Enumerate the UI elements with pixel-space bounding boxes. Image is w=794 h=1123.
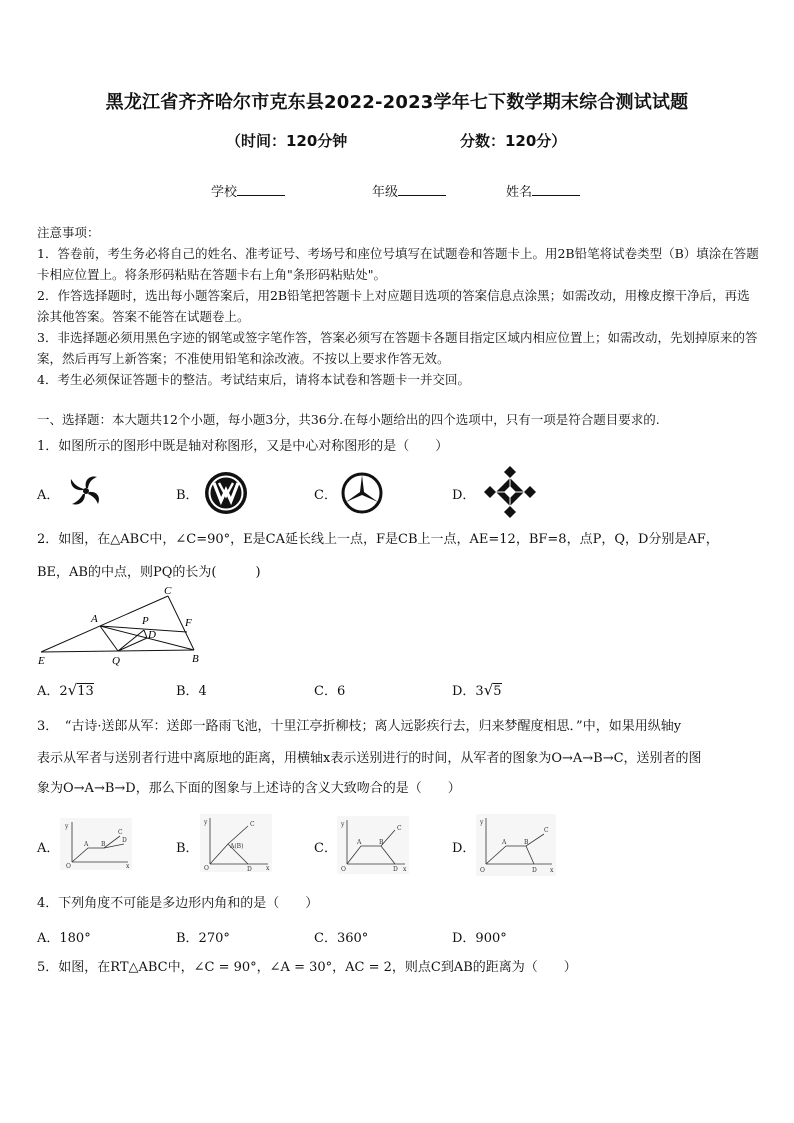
q3-graph-d [476, 814, 556, 876]
svg-text:O: O [66, 863, 71, 870]
q4-option-a: A．180° [37, 931, 91, 946]
q4-stem: 4．下列角度不可能是多边形内角和的是（ ） [37, 896, 319, 911]
q3-option-b-label: B． [176, 841, 199, 856]
label-c: C [164, 585, 172, 597]
svg-text:A(B): A(B) [230, 843, 244, 850]
svg-text:O: O [341, 866, 346, 873]
vw-logo-figure [204, 471, 248, 515]
q2-option-d: D．3√5 [452, 681, 502, 699]
mercedes-logo-figure [340, 471, 384, 515]
q1-option-b-label: B． [176, 488, 199, 503]
svg-text:B: B [379, 839, 384, 846]
svg-text:D: D [247, 866, 252, 872]
note-item-2: 2．作答选择题时，选出每小题答案后，用2B铅笔把答题卡上对应题目选项的答案信息点涂黑；如需改动，用橡皮擦干净后，再选涂其他答案。答案不能答在试题卷上。 [37, 288, 750, 324]
svg-text:A: A [84, 841, 89, 848]
label-e: E [38, 655, 45, 667]
q1-option-d-label: D． [452, 488, 476, 503]
q2-option-b: B．4 [176, 684, 207, 699]
q3-option-c-label: C． [314, 841, 337, 856]
svg-text:B: B [101, 841, 106, 848]
label-f: F [185, 617, 192, 629]
svg-text:x: x [126, 863, 130, 870]
q3-stem-line1: 3． “古诗·送郎从军：送郎一路雨飞池，十里江亭折柳枝；离人远影疾行去，归来梦醒度相思．”中，如果用纵轴y [37, 719, 682, 734]
school-field: 学校 [211, 181, 285, 200]
exam-time: （时间：120分钟 [226, 132, 348, 150]
svg-text:y: y [65, 823, 69, 830]
svg-text:D: D [393, 866, 398, 873]
svg-text:O: O [480, 867, 485, 874]
q2-stem-line2: BE，AB的中点，则PQ的长为( ) [37, 565, 261, 580]
label-p: P [142, 615, 149, 627]
svg-text:B: B [524, 839, 529, 846]
q3-stem-line3: 象为O→A→B→D，那么下面的图象与上述诗的含义大致吻合的是（ ） [37, 781, 461, 796]
q4-option-c: C．360° [314, 931, 369, 946]
svg-text:O: O [204, 865, 209, 872]
page-title: 黑龙江省齐齐哈尔市克东县2022-2023学年七下数学期末综合测试试题 [105, 92, 689, 113]
section-heading: 一、选择题：本大题共12个小题，每小题3分，共36分.在每小题给出的四个选项中，只有一项是符合题目要求的. [37, 412, 660, 427]
name-field: 姓名 [506, 181, 580, 200]
svg-text:D: D [122, 837, 127, 844]
q3-graph-a [60, 818, 132, 870]
q2-option-c: C．6 [314, 684, 346, 699]
diamond-pattern-figure [480, 464, 540, 520]
note-item-3: 3．非选择题必须用黑色字迹的钢笔或签字笔作答，答案必须写在答题卡各题目指定区域内相应位置上；如需改动，先划掉原来的答案，然后再写上新答案；不准使用铅笔和涂改液。不按以上要求作答无效。 [37, 330, 758, 366]
q1-option-c-label: C． [314, 488, 337, 503]
note-item-1: 1．答卷前，考生务必将自己的姓名、准考证号、考场号和座位号填写在试题卷和答题卡上。用2B铅笔将试卷类型（B）填涂在答题卡相应位置上。将条形码粘贴在答题卡右上角"条形码粘贴处"。 [37, 246, 759, 282]
svg-text:C: C [250, 821, 255, 828]
q2-option-a: A．2√13 [37, 681, 94, 699]
exam-score: 分数：120分） [460, 132, 567, 150]
grade-field: 年级 [372, 181, 446, 200]
q3-stem-line2: 表示从军者与送别者行进中离原地的距离，用横轴x表示送别进行的时间，从军者的图象为O→A→B→C，送别者的图 [37, 751, 702, 766]
q3-graph-c [337, 816, 409, 874]
svg-text:x: x [266, 865, 270, 872]
pinwheel-figure [64, 471, 108, 511]
notes-heading: 注意事项： [37, 225, 100, 240]
svg-text:y: y [341, 821, 345, 828]
q1-option-a-label: A． [37, 488, 60, 503]
q2-stem-line1: 2．如图，在△ABC中，∠C=90°，E是CA延长线上一点，F是CB上一点，AE=12，BF=8，点P，Q，D分别是AF， [37, 532, 719, 547]
svg-text:A: A [357, 839, 362, 846]
q4-option-d: D．900° [452, 931, 507, 946]
label-b: B [192, 653, 199, 665]
svg-text:y: y [480, 819, 484, 826]
q1-stem: 1．如图所示的图形中既是轴对称图形，又是中心对称图形的是（ ） [37, 439, 449, 454]
note-item-4: 4．考生必须保证答题卡的整洁。考试结束后，请将本试卷和答题卡一并交回。 [37, 372, 470, 387]
svg-text:C: C [397, 825, 402, 832]
q4-option-b: B．270° [176, 931, 230, 946]
q3-option-d-label: D． [452, 841, 476, 856]
svg-text:y: y [204, 819, 208, 826]
svg-text:A: A [502, 839, 507, 846]
q3-option-a-label: A． [37, 841, 60, 856]
notes [37, 222, 759, 390]
q3-graph-b [200, 814, 272, 872]
q5-stem: 5．如图，在RT△ABC中，∠C = 90°，∠A = 30°，AC = 2，则点C到AB的距离为（ ） [37, 960, 577, 975]
svg-text:C: C [544, 827, 549, 834]
svg-text:D: D [532, 867, 537, 874]
q2-triangle-figure [34, 584, 214, 670]
svg-text:x: x [403, 866, 407, 873]
label-a: A [91, 613, 98, 625]
label-d: D [148, 629, 156, 641]
svg-text:C: C [118, 829, 123, 836]
svg-text:x: x [550, 867, 554, 874]
label-q: Q [112, 655, 120, 667]
